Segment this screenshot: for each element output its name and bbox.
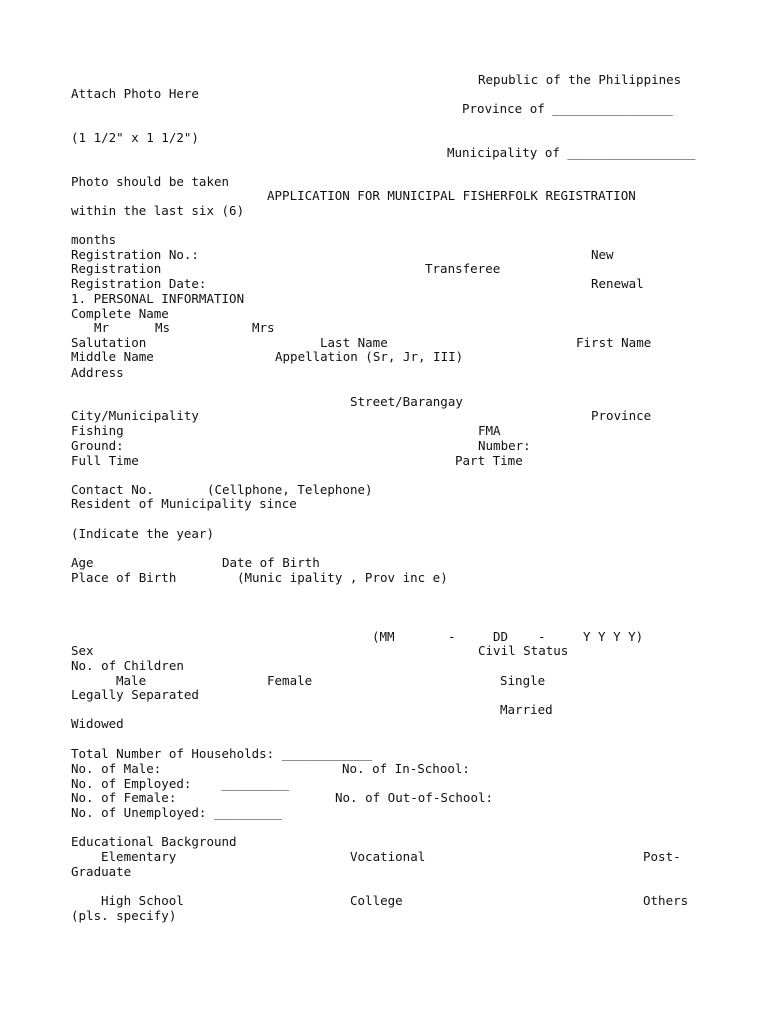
indicate-year-hint: (Indicate the year)	[71, 526, 214, 541]
resident-since-label: Resident of Municipality since	[71, 496, 297, 511]
education-college: College	[350, 893, 403, 908]
date-format-dash-2: -	[538, 629, 546, 644]
address-province-label: Province	[591, 408, 652, 423]
household-male-label: No. of Male:	[71, 761, 162, 776]
education-high-school: High School	[101, 893, 184, 908]
registration-word: Registration	[71, 261, 162, 276]
household-female-label: No. of Female:	[71, 790, 177, 805]
street-barangay-label: Street/Barangay	[350, 394, 463, 409]
household-out-school-label: No. of Out-of-School:	[335, 790, 494, 805]
province-field: Province of ________________	[462, 101, 673, 116]
appellation-label: Appellation (Sr, Jr, III)	[275, 349, 464, 364]
date-of-birth-label: Date of Birth	[222, 555, 320, 570]
section-personal-info: 1. PERSONAL INFORMATION	[71, 291, 245, 306]
fishing-label: Fishing	[71, 423, 124, 438]
civil-married-option: Married	[500, 702, 553, 717]
civil-separated-option: Legally Separated	[71, 687, 199, 702]
salutation-label: Salutation	[71, 335, 147, 350]
complete-name-label: Complete Name	[71, 306, 169, 321]
education-vocational: Vocational	[350, 849, 426, 864]
part-time-option: Part Time	[455, 453, 523, 468]
contact-hint: (Cellphone, Telephone)	[207, 482, 373, 497]
first-name-label: First Name	[576, 335, 652, 350]
ground-label: Ground:	[71, 438, 124, 453]
sex-female-option: Female	[267, 673, 313, 688]
salutation-mr: Mr	[94, 320, 110, 335]
contact-no-label: Contact No.	[71, 482, 154, 497]
education-post: Post-	[643, 849, 681, 864]
sex-label: Sex	[71, 643, 94, 658]
photo-attach-label: Attach Photo Here	[71, 86, 199, 101]
date-format-dd: DD	[493, 629, 509, 644]
place-of-birth-hint: (Munic ipality , Prov inc e)	[237, 570, 448, 585]
date-format-mm: (MM	[372, 629, 395, 644]
fma-label: FMA	[478, 423, 501, 438]
education-graduate: Graduate	[71, 864, 132, 879]
republic-heading: Republic of the Philippines	[478, 72, 682, 87]
address-label: Address	[71, 365, 124, 380]
photo-note-3: months	[71, 232, 117, 247]
civil-status-label: Civil Status	[478, 643, 569, 658]
civil-widowed-option: Widowed	[71, 716, 124, 731]
education-elementary: Elementary	[101, 849, 177, 864]
fma-number-label: Number:	[478, 438, 531, 453]
household-unemployed-label: No. of Unemployed: _________	[71, 805, 282, 820]
household-in-school-label: No. of In-School:	[342, 761, 470, 776]
last-name-label: Last Name	[320, 335, 388, 350]
registration-no-label: Registration No.:	[71, 247, 199, 262]
full-time-option: Full Time	[71, 453, 139, 468]
photo-note-2: within the last six (6)	[71, 203, 245, 218]
photo-size-label: (1 1/2" x 1 1/2")	[71, 130, 199, 145]
education-specify-hint: (pls. specify)	[71, 908, 177, 923]
option-renewal: Renewal	[591, 276, 644, 291]
education-others: Others	[643, 893, 689, 908]
household-employed-label: No. of Employed: _________	[71, 776, 290, 791]
sex-male-option: Male	[116, 673, 147, 688]
children-label: No. of Children	[71, 658, 184, 673]
middle-name-label: Middle Name	[71, 349, 154, 364]
civil-single-option: Single	[500, 673, 546, 688]
photo-note-1: Photo should be taken	[71, 174, 230, 189]
salutation-mrs: Mrs	[252, 320, 275, 335]
date-format-yyyy: Y Y Y Y)	[583, 629, 644, 644]
households-total: Total Number of Households: ____________	[71, 746, 373, 761]
city-municipality-label: City/Municipality	[71, 408, 199, 423]
form-title: APPLICATION FOR MUNICIPAL FISHERFOLK REGISTRATION	[267, 188, 636, 203]
place-of-birth-label: Place of Birth	[71, 570, 177, 585]
option-new: New	[591, 247, 614, 262]
municipality-field: Municipality of _________________	[447, 145, 696, 160]
salutation-ms: Ms	[155, 320, 171, 335]
date-format-dash-1: -	[448, 629, 456, 644]
option-transferee: Transferee	[425, 261, 501, 276]
education-title: Educational Background	[71, 834, 237, 849]
registration-date-label: Registration Date:	[71, 276, 207, 291]
age-label: Age	[71, 555, 94, 570]
